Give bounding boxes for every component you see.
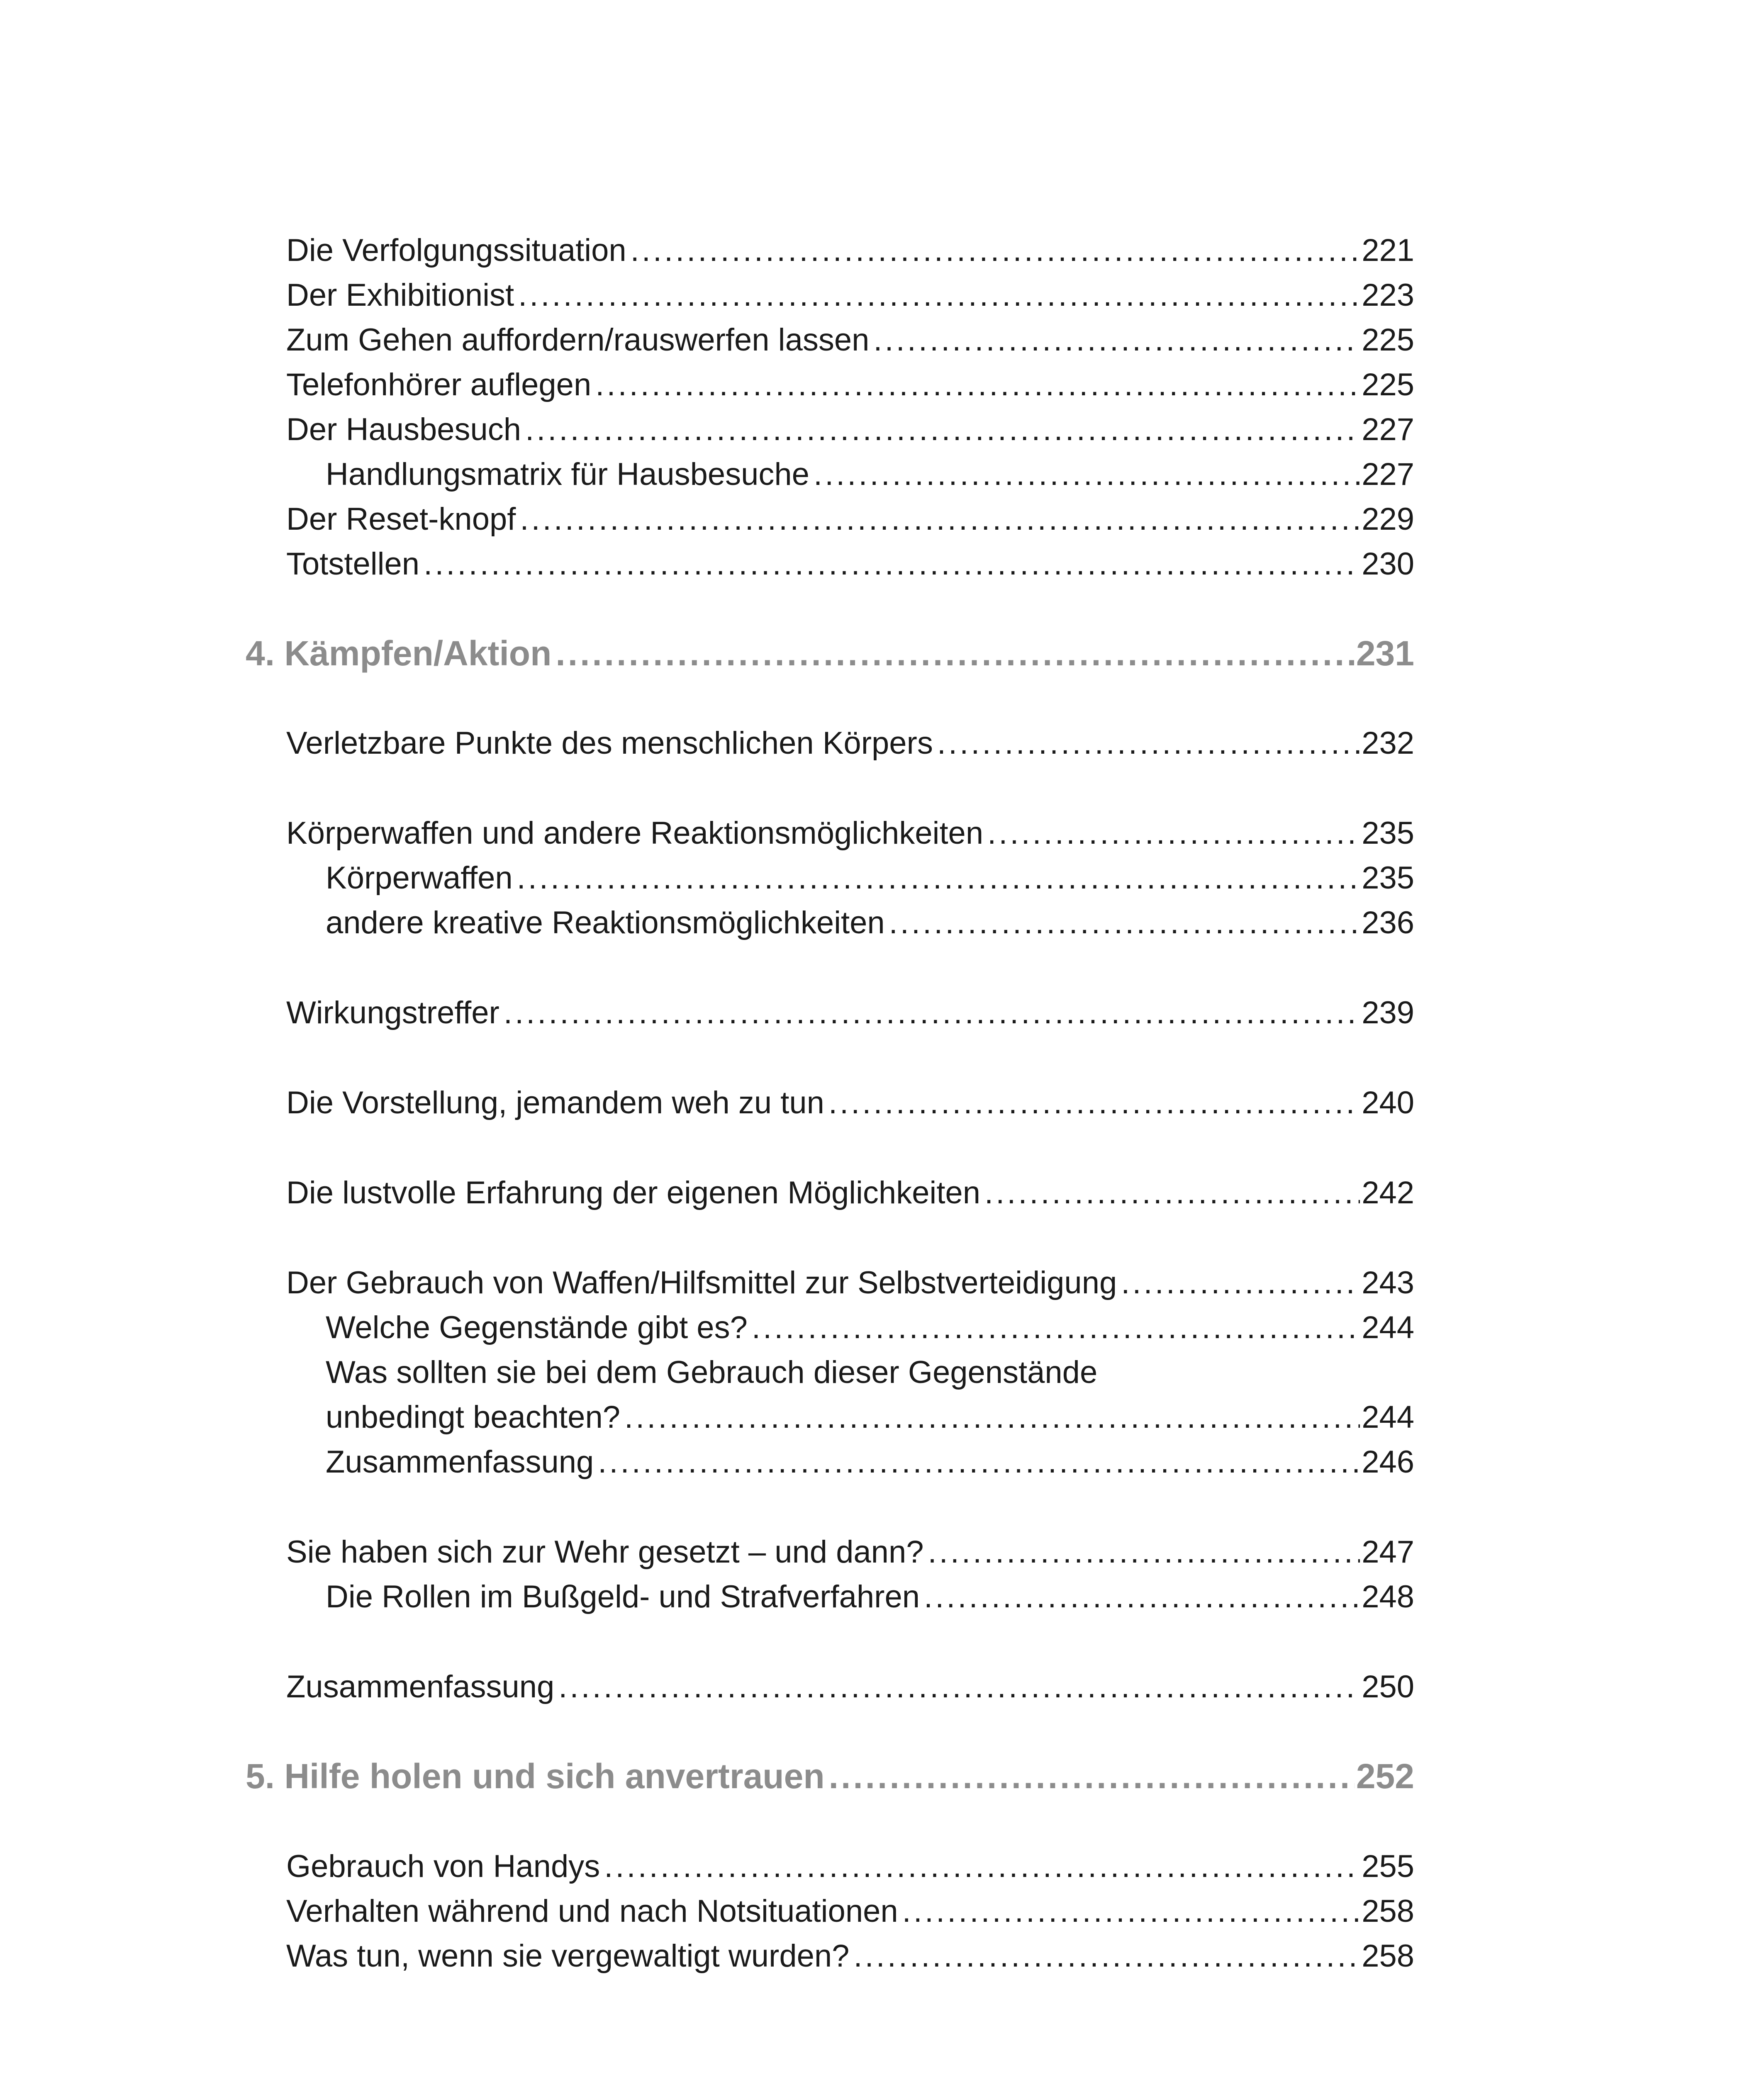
toc-entry-page: 227 [1362, 412, 1414, 447]
toc-leader-dots [1121, 1261, 1360, 1305]
toc-leader-dots [556, 628, 1354, 678]
toc-leader-dots [631, 228, 1360, 273]
toc-subentry [326, 452, 1414, 497]
toc-entry [286, 318, 1414, 363]
toc-entry-page: 244 [1362, 1400, 1414, 1435]
toc-leader-dots [424, 542, 1360, 587]
toc-subentry [326, 1575, 1414, 1619]
toc-leader-dots [595, 363, 1360, 407]
toc-entry-title: Verhalten während und nach Notsituationen [286, 1894, 898, 1929]
toc-entry-page: 258 [1362, 1938, 1414, 1974]
toc-entry-page: 225 [1362, 322, 1414, 358]
toc-entry [286, 1844, 1414, 1889]
toc-entry-title: Telefonhörer auflegen [286, 367, 592, 402]
toc-entry [286, 1081, 1414, 1125]
toc-leader-dots [889, 901, 1360, 945]
toc-entry-page: 235 [1362, 860, 1414, 896]
toc-chapter-title: 4. Kämpfen/Aktion [246, 634, 552, 673]
toc-entry [286, 407, 1414, 452]
toc-entry-title: Körperwaffen [326, 860, 513, 896]
toc-entry-page: 242 [1362, 1175, 1414, 1210]
toc-entry-page: 247 [1362, 1534, 1414, 1570]
toc-entry [286, 1665, 1414, 1709]
toc-subentry [326, 856, 1414, 901]
toc-entry-title: Der Reset-knopf [286, 501, 516, 537]
toc-leader-dots [624, 1395, 1360, 1440]
toc-leader-dots [873, 318, 1360, 363]
toc-entry-title: andere kreative Reaktionsmöglichkeiten [326, 905, 885, 940]
toc-entry-page: 236 [1362, 905, 1414, 940]
toc-entry-page: 223 [1362, 278, 1414, 313]
toc-leader-dots [902, 1889, 1360, 1934]
toc-leader-dots [928, 1530, 1360, 1575]
toc-entry-title: Der Hausbesuch [286, 412, 521, 447]
toc-subentry [326, 1440, 1414, 1485]
toc-chapter-heading [246, 628, 1414, 678]
toc-entry-page: 239 [1362, 995, 1414, 1030]
toc-leader-dots [525, 407, 1360, 452]
toc-entry-title: Zum Gehen auffordern/rauswerfen lassen [286, 322, 870, 358]
toc-leader-dots [814, 452, 1360, 497]
toc-entry-page: 229 [1362, 501, 1414, 537]
toc-entry-title: Wirkungstreffer [286, 995, 499, 1030]
toc-chapter-page: 252 [1356, 1757, 1414, 1796]
toc-entry [286, 1934, 1414, 1979]
toc-subentry [326, 901, 1414, 945]
toc-entry-page: 230 [1362, 546, 1414, 582]
toc-leader-dots [924, 1575, 1360, 1619]
toc-leader-dots [828, 1081, 1360, 1125]
toc-entry-page: 246 [1362, 1444, 1414, 1480]
toc-entry-title: Verletzbare Punkte des menschlichen Körpers [286, 725, 933, 761]
toc-entry [286, 542, 1414, 587]
toc-chapter-title: 5. Hilfe holen und sich anvertrauen [246, 1757, 825, 1796]
toc-entry-page: 235 [1362, 815, 1414, 851]
toc-entry-title: Gebrauch von Handys [286, 1849, 600, 1884]
toc-entry-title: Die Vorstellung, jemandem weh zu tun [286, 1085, 824, 1120]
toc-entry [286, 1530, 1414, 1575]
toc-entry-title: Welche Gegenstände gibt es? [326, 1310, 748, 1345]
toc-entry-title: Die Rollen im Bußgeld- und Strafverfahren [326, 1579, 920, 1614]
toc-leader-dots [517, 856, 1360, 901]
toc-entry-page: 225 [1362, 367, 1414, 402]
toc-entry [286, 1171, 1414, 1215]
toc-entry-page: 255 [1362, 1849, 1414, 1884]
toc-leader-dots [752, 1305, 1360, 1350]
toc-entry [286, 811, 1414, 856]
toc-subentry [326, 1395, 1414, 1440]
toc-entry-title: Der Exhibitionist [286, 278, 514, 313]
toc-entry-page: 232 [1362, 725, 1414, 761]
toc-entry-page: 240 [1362, 1085, 1414, 1120]
toc-entry-title: Was tun, wenn sie vergewaltigt wurden? [286, 1938, 850, 1974]
toc-entry-title: Handlungsmatrix für Hausbesuche [326, 457, 809, 492]
toc-entry-page: 227 [1362, 457, 1414, 492]
toc-entry-title: Die Verfolgungssituation [286, 233, 626, 268]
toc-entry-title: Der Gebrauch von Waffen/Hilfsmittel zur Selbstverteidigung [286, 1265, 1117, 1300]
toc-subentry [326, 1305, 1414, 1350]
toc-leader-dots [853, 1934, 1360, 1979]
toc-entry-title: Die lustvolle Erfahrung der eigenen Möglichkeiten [286, 1175, 980, 1210]
toc-leader-dots [937, 721, 1360, 766]
toc-entry [286, 1889, 1414, 1934]
toc-leader-dots [518, 273, 1360, 318]
toc-entry [286, 273, 1414, 318]
toc-entry-page: 248 [1362, 1579, 1414, 1614]
toc-leader-dots [504, 991, 1360, 1035]
toc-entry [286, 991, 1414, 1035]
toc-subentry-first-line: Was sollten sie bei dem Gebrauch dieser Gegenstände [326, 1355, 1098, 1390]
toc-entry [286, 363, 1414, 407]
toc-leader-dots [829, 1751, 1355, 1801]
toc-leader-dots [598, 1440, 1360, 1485]
toc-entry-title: Körperwaffen und andere Reaktionsmöglichkeiten [286, 815, 984, 851]
toc-leader-dots [984, 1171, 1360, 1215]
toc-entry-page: 258 [1362, 1894, 1414, 1929]
toc-entry-title: Zusammenfassung [286, 1669, 555, 1704]
toc-leader-dots [520, 497, 1360, 542]
toc-entry-page: 250 [1362, 1669, 1414, 1704]
toc-entry [286, 228, 1414, 273]
toc-entry [286, 497, 1414, 542]
toc-entry-title: Totstellen [286, 546, 420, 582]
toc-chapter-page: 231 [1356, 634, 1414, 673]
toc-entry-title: Sie haben sich zur Wehr gesetzt – und dann? [286, 1534, 924, 1570]
toc-entry-title: unbedingt beachten? [326, 1400, 620, 1435]
toc-entry-page: 221 [1362, 233, 1414, 268]
toc-entry [286, 1261, 1414, 1305]
toc-chapter-heading [246, 1751, 1414, 1801]
toc-entry [286, 721, 1414, 766]
toc-entry-page: 243 [1362, 1265, 1414, 1300]
toc-leader-dots [604, 1844, 1360, 1889]
toc-entry-title: Zusammenfassung [326, 1444, 594, 1480]
toc-entry-page: 244 [1362, 1310, 1414, 1345]
toc-leader-dots [987, 811, 1360, 856]
toc-leader-dots [558, 1665, 1360, 1709]
